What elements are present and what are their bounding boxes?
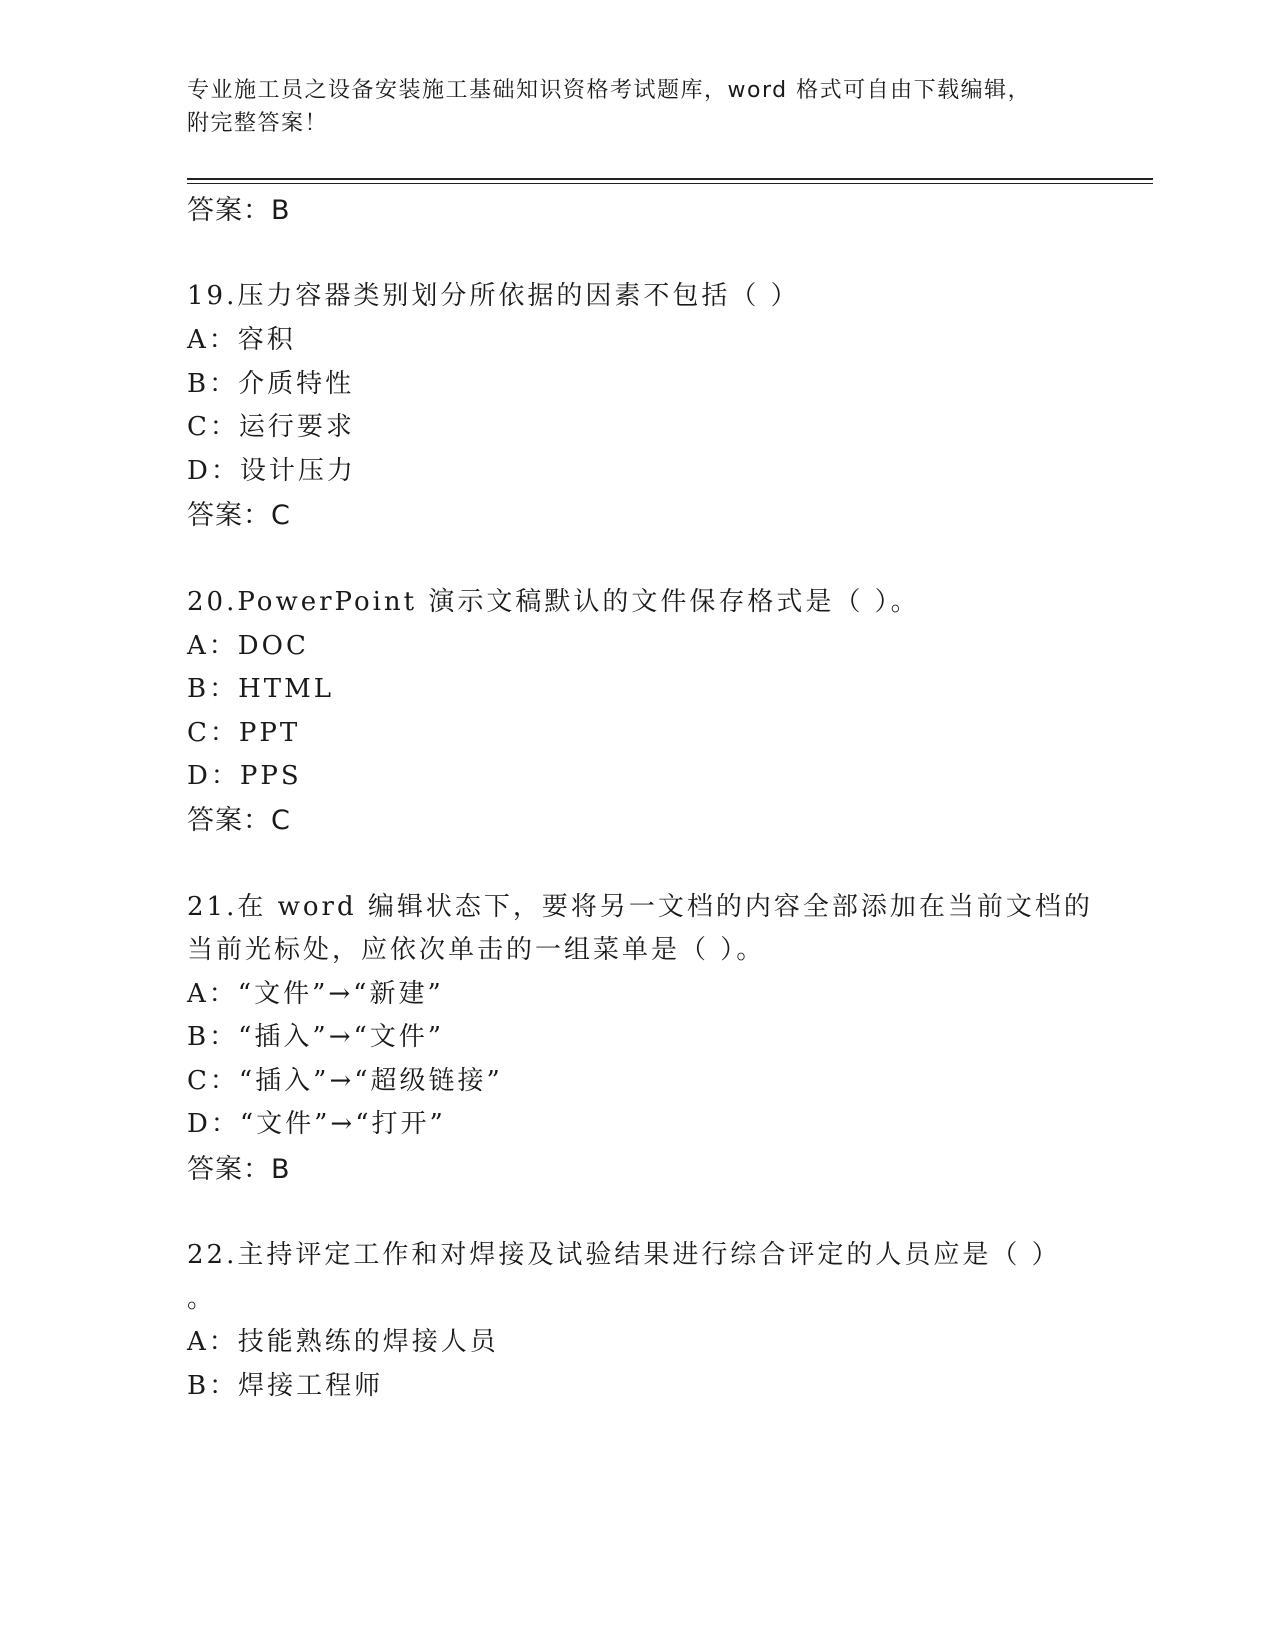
option-a: A：“文件”→“新建” bbox=[187, 979, 444, 1009]
question-stem: 21.在 word 编辑状态下，要将另一文档的内容全部添加在当前文档的 bbox=[187, 892, 1093, 922]
option-d: D：PPS bbox=[187, 761, 302, 791]
option-c: C：“插入”→“超级链接” bbox=[187, 1066, 503, 1096]
question-stem-continued: 。 bbox=[187, 1284, 217, 1314]
option-a: A：DOC bbox=[187, 631, 309, 661]
option-d: D：设计压力 bbox=[187, 456, 356, 486]
option-b: B：焊接工程师 bbox=[187, 1371, 384, 1401]
option-b: B：HTML bbox=[187, 674, 335, 704]
option-d: D：“文件”→“打开” bbox=[187, 1109, 446, 1139]
answer-line: 答案：B bbox=[187, 195, 291, 226]
option-a: A：技能熟练的焊接人员 bbox=[187, 1327, 499, 1357]
question-stem: 20.PowerPoint 演示文稿默认的文件保存格式是（ ）。 bbox=[187, 587, 920, 617]
question-stem: 22.主持评定工作和对焊接及试验结果进行综合评定的人员应是（ ） bbox=[187, 1240, 1061, 1270]
answer-line: 答案：B bbox=[187, 1154, 291, 1185]
header-rule-thick bbox=[187, 178, 1153, 180]
page-header bbox=[187, 74, 1057, 140]
option-c: C：运行要求 bbox=[187, 412, 355, 442]
header-line-1: 专业施工员之设备安装施工基础知识资格考试题库，word 格式可自由下载编辑， bbox=[187, 78, 1032, 103]
option-c: C：PPT bbox=[187, 718, 301, 748]
header-line-2: 附完整答案！ bbox=[187, 111, 329, 136]
option-b: B：“插入”→“文件” bbox=[187, 1022, 445, 1052]
question-stem-continued: 当前光标处，应依次单击的一组菜单是（ ）。 bbox=[187, 935, 766, 965]
answer-line: 答案：C bbox=[187, 500, 291, 531]
header-rule-thin bbox=[187, 183, 1153, 184]
answer-line: 答案：C bbox=[187, 805, 291, 836]
option-b: B：介质特性 bbox=[187, 369, 355, 399]
question-stem: 19.压力容器类别划分所依据的因素不包括（ ） bbox=[187, 281, 800, 311]
option-a: A：容积 bbox=[187, 325, 296, 355]
